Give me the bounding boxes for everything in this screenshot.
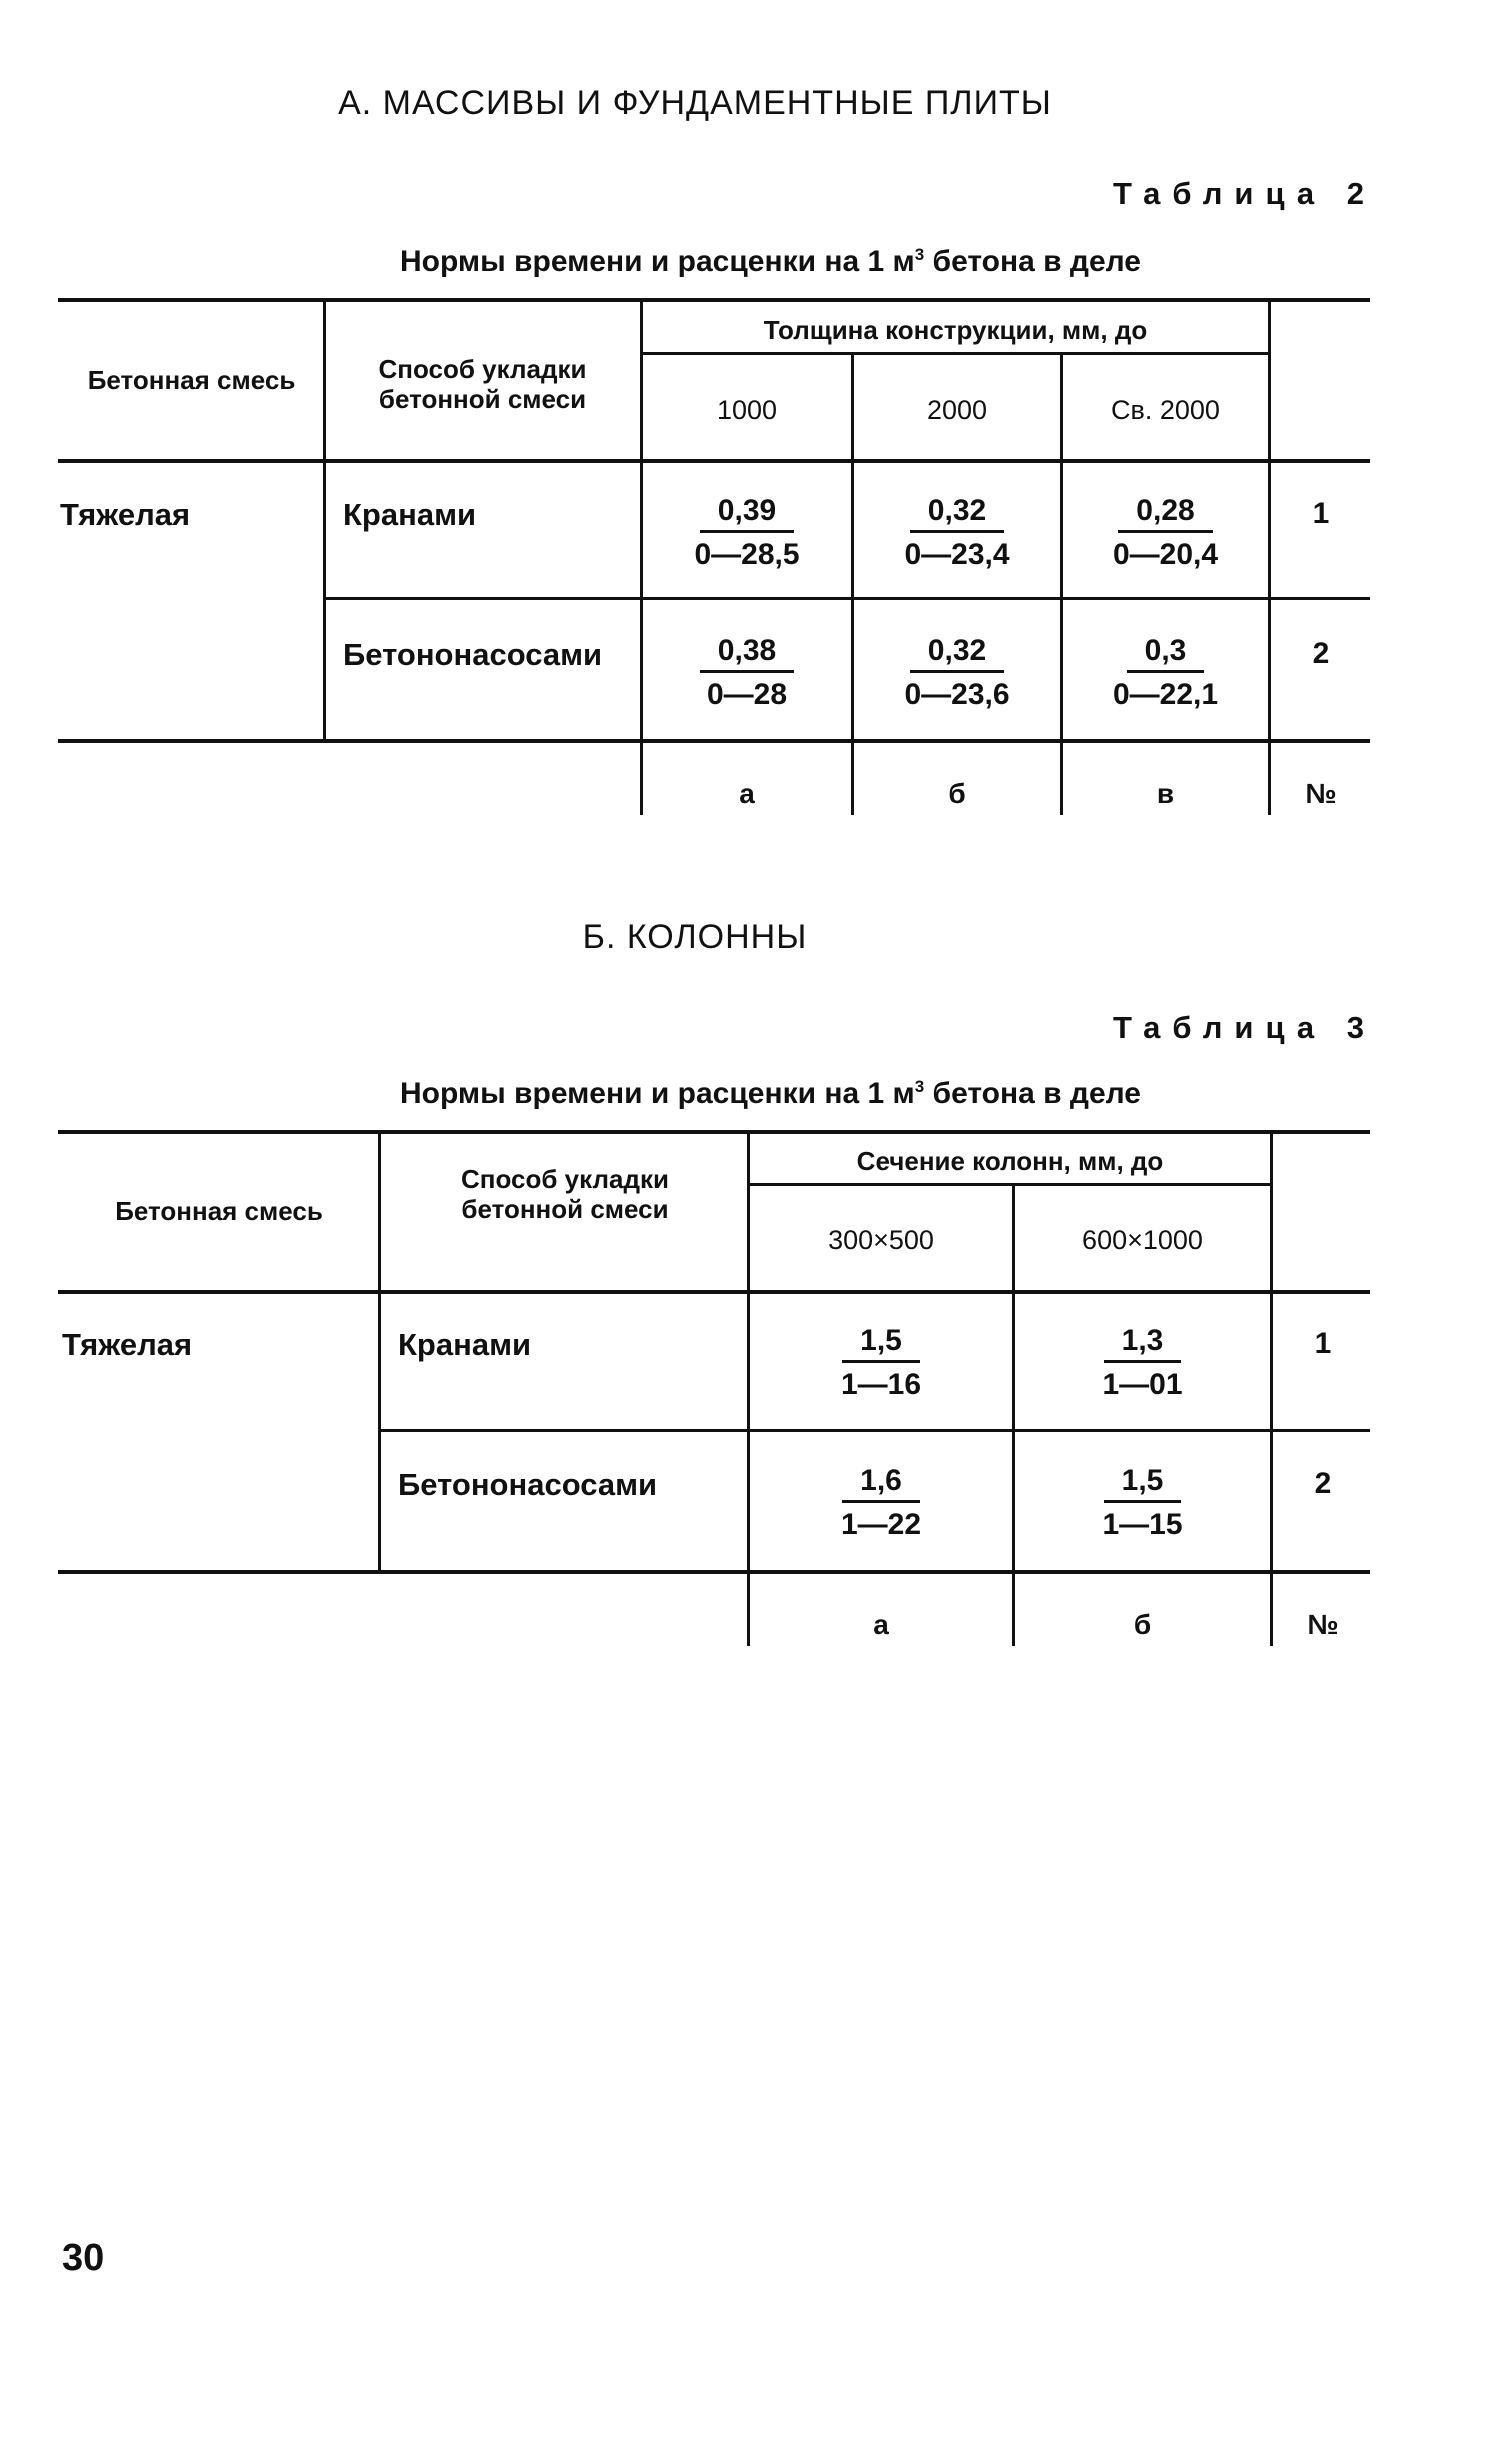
row-1-method: Кранами	[398, 1327, 532, 1362]
header-col-3: Св. 2000	[1111, 395, 1220, 425]
cell-value: 0,3	[1127, 632, 1205, 673]
cell-value: 1,5	[1104, 1462, 1182, 1503]
rule	[747, 1183, 1270, 1186]
caption-sup: 3	[914, 1077, 925, 1096]
cell-rate: 1—15	[1102, 1507, 1183, 1541]
cell-value: 0,28	[1118, 492, 1212, 533]
column-key-a: а	[739, 778, 755, 809]
row-1-mix: Тяжелая	[60, 497, 191, 532]
header-group: Сечение колонн, мм, до	[856, 1146, 1164, 1176]
rule	[58, 739, 1370, 743]
row-1-number: 1	[1312, 497, 1330, 530]
row-1-mix: Тяжелая	[62, 1327, 193, 1362]
cell-value: 0,38	[700, 632, 794, 673]
cell-value: 1,3	[1104, 1322, 1182, 1363]
cell-value: 0,39	[700, 492, 794, 533]
cell-rate: 0—23,6	[904, 677, 1010, 711]
row-2-number: 2	[1314, 1467, 1332, 1500]
table-2-label: Таблица 2	[1112, 176, 1376, 211]
header-col-2: 2000	[926, 395, 988, 425]
number-column-label: №	[1307, 1609, 1339, 1640]
page-number: 30	[62, 2237, 105, 2279]
cell-rate: 1—16	[840, 1367, 922, 1401]
cell-r2-c3	[1063, 632, 1268, 714]
table-2-caption	[0, 245, 1501, 279]
row-2-method: Бетононасосами	[343, 637, 603, 672]
table-3-caption	[0, 1077, 1501, 1111]
cell-value: 0,32	[910, 492, 1004, 533]
rule	[58, 1570, 1370, 1574]
caption-tail: бетона в деле	[924, 1077, 1141, 1110]
caption-text: Нормы времени и расценки на 1 м	[399, 1077, 915, 1110]
column-key-b: б	[948, 778, 966, 809]
row-2-method: Бетононасосами	[398, 1467, 658, 1502]
caption-text: Нормы времени и расценки на 1 м	[399, 245, 915, 278]
cell-r2-c1	[643, 632, 851, 714]
row-2-number: 2	[1312, 637, 1330, 670]
cell-r2-c2	[1015, 1462, 1270, 1544]
cell-rate: 1—22	[840, 1507, 922, 1541]
header-col-1: 300×500	[828, 1225, 934, 1255]
column-key-a: а	[873, 1609, 889, 1640]
header-method: Способ укладки бетонной смеси	[378, 354, 587, 414]
header-group: Толщина конструкции, мм, до	[763, 315, 1148, 345]
header-col-2: 600×1000	[1082, 1225, 1203, 1255]
cell-rate: 0—22,1	[1112, 677, 1219, 711]
cell-r1-c2	[854, 492, 1060, 574]
cell-r1-c1	[750, 1322, 1012, 1404]
header-mix: Бетонная смесь	[87, 365, 296, 395]
rule	[325, 597, 1370, 600]
header-col-1: 1000	[716, 395, 778, 425]
cell-value: 1,5	[842, 1322, 920, 1363]
caption-sup: 3	[914, 245, 925, 264]
cell-r1-c2	[1015, 1322, 1270, 1404]
cell-rate: 1—01	[1102, 1367, 1183, 1401]
rule	[640, 352, 1270, 355]
cell-rate: 0—28	[706, 677, 788, 711]
rule	[58, 459, 1370, 463]
caption-tail: бетона в деле	[924, 245, 1141, 278]
rule	[58, 298, 1370, 302]
rule	[58, 1290, 1370, 1294]
cell-r2-c1	[750, 1462, 1012, 1544]
row-1-number: 1	[1314, 1327, 1332, 1360]
number-column-label: №	[1305, 778, 1337, 809]
rule	[380, 1429, 1370, 1432]
rule	[323, 300, 326, 741]
rule	[1270, 1132, 1273, 1646]
cell-r1-c1	[643, 492, 851, 574]
table-3-label: Таблица 3	[1112, 1010, 1376, 1045]
header-mix: Бетонная смесь	[115, 1196, 323, 1226]
cell-rate: 0—23,4	[904, 537, 1010, 571]
rule	[1268, 300, 1271, 815]
cell-value: 0,32	[910, 632, 1004, 673]
section-b-title: Б. КОЛОННЫ	[582, 918, 808, 956]
column-key-b: б	[1133, 1609, 1152, 1640]
cell-r2-c2	[854, 632, 1060, 714]
column-key-v: в	[1156, 778, 1175, 809]
cell-rate: 0—20,4	[1112, 537, 1219, 571]
rule	[378, 1132, 381, 1572]
cell-rate: 0—28,5	[694, 537, 800, 571]
section-a-title: А. МАССИВЫ И ФУНДАМЕНТНЫЕ ПЛИТЫ	[338, 84, 1052, 122]
cell-r1-c3	[1063, 492, 1268, 574]
cell-value: 1,6	[842, 1462, 920, 1503]
rule	[58, 1130, 1370, 1134]
row-1-method: Кранами	[343, 497, 477, 532]
header-method: Способ укладки бетонной смеси	[461, 1164, 669, 1224]
